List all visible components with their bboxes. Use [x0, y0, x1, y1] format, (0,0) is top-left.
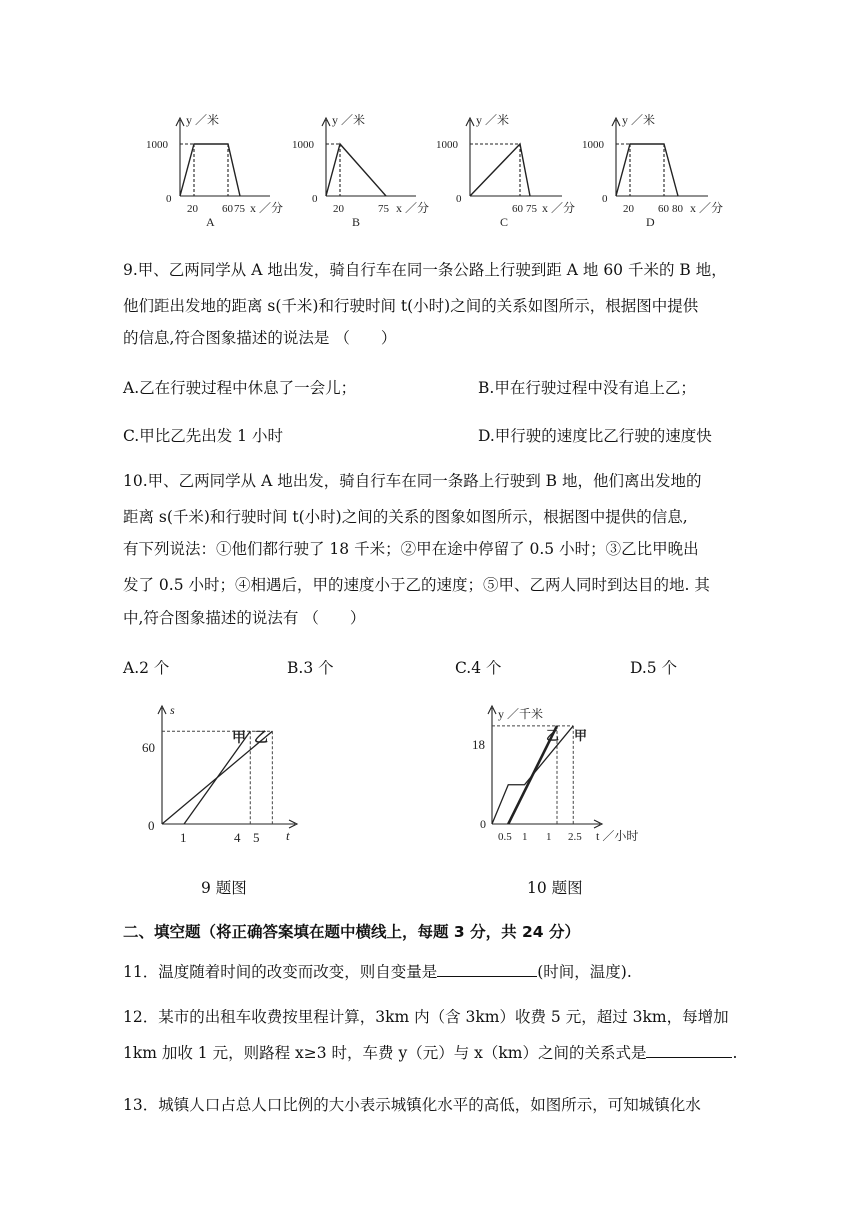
q10-option-c[interactable]: C.4 个 [455, 659, 502, 677]
q9-option-a[interactable]: A.乙在行驶过程中休息了一会儿； [123, 379, 357, 397]
graph-d-y-axis: y ／米 [622, 113, 656, 127]
q10-option-a[interactable]: A.2 个 [123, 659, 170, 677]
graph-b-origin: 0 [312, 193, 318, 205]
fig9-y-axis-label: s [170, 703, 175, 717]
graph-a-x-axis: x ／分 [250, 201, 284, 215]
section-2-title: 二、填空题（将正确答案填在题中横线上，每题 3 分，共 24 分） [123, 923, 580, 941]
fig9-x-tick-5: 5 [253, 830, 260, 845]
graph-a-tick-2: 60 [222, 203, 233, 215]
fig10-legend-yi: 乙 [546, 728, 560, 743]
graph-c-label: C [500, 215, 509, 229]
q9-option-b[interactable]: B.甲在行驶过程中没有追上乙； [478, 379, 696, 397]
graph-d-tick-2: 60 [658, 203, 669, 215]
fig9-caption: 9 题图 [201, 879, 247, 897]
fig10-x-tick-1b: 1 [546, 831, 552, 843]
graph-d-origin: 0 [602, 193, 608, 205]
fig10-y-value: 18 [472, 737, 485, 752]
graph-b-x-axis: x ／分 [396, 201, 430, 215]
graph-c-y-axis: y ／米 [476, 113, 510, 127]
q12-text-after: . [732, 1044, 738, 1062]
q10-line-2: 距离 s(千米)和行驶时间 t(小时)之间的关系的图象如图所示，根据图中提供的信息, [123, 508, 688, 526]
q11 [123, 957, 632, 988]
graph-d-x-axis: x ／分 [690, 201, 724, 215]
graph-c-y-value: 1000 [436, 139, 458, 151]
graph-a-y-axis: y ／米 [186, 113, 220, 127]
fig9-x-tick-1: 1 [180, 830, 187, 845]
graph-b [322, 118, 416, 196]
fig10-y-axis-label: y ／千米 [498, 707, 544, 721]
fig9-origin: 0 [148, 818, 155, 833]
q10-option-d[interactable]: D.5 个 [630, 659, 678, 677]
q10-line-5: 中,符合图象描述的说法有 （ ） [123, 609, 366, 627]
fig9-legend-yi: 乙 [254, 731, 268, 746]
fig10-caption: 10 题图 [527, 879, 583, 897]
graph-a-y-value: 1000 [146, 139, 168, 151]
q9-option-d[interactable]: D.甲行驶的速度比乙行驶的速度快 [478, 427, 712, 445]
fig10-legend-jia: 甲 [574, 728, 588, 743]
graph-d-tick-1: 20 [623, 203, 634, 215]
q12-line-1: 12．某市的出租车收费按里程计算，3km 内（含 3km）收费 5 元，超过 3km，每增加 [123, 1008, 729, 1026]
q10-option-b[interactable]: B.3 个 [287, 659, 334, 677]
graph-a-label: A [206, 215, 215, 229]
q9-line-2: 他们距出发地的距离 s(千米)和行驶时间 t(小时)之间的关系如图所示，根据图中提供 [123, 297, 699, 315]
fig10-x-axis-label: t ／小时 [596, 829, 639, 843]
graph-c-origin: 0 [456, 193, 462, 205]
fig10-origin: 0 [480, 817, 486, 831]
graph-b-tick-1: 20 [333, 203, 344, 215]
q10-line-3: 有下列说法：①他们都行驶了 18 千米；②甲在途中停留了 0.5 小时；③乙比甲晚出 [123, 540, 699, 558]
q11-text-before: 11．温度随着时间的改变而改变，则自变量是 [123, 963, 438, 981]
q12-text-before: 1km 加收 1 元，则路程 x≥3 时，车费 y（元）与 x（km）之间的关系式是 [123, 1044, 647, 1062]
graph-c-tick-1: 60 [512, 203, 523, 215]
graph-b-label: B [352, 215, 361, 229]
q9-line-3: 的信息,符合图象描述的说法是 （ ） [123, 329, 397, 347]
fig10-x-tick-1a: 1 [522, 831, 528, 843]
q11-text-after: (时间，温度). [537, 963, 632, 981]
q13-line-1: 13．城镇人口占总人口比例的大小表示城镇化水平的高低，如图所示，可知城镇化水 [123, 1096, 701, 1114]
q10-line-1: 10.甲、乙两同学从 A 地出发，骑自行车在同一条路上行驶到 B 地，他们离出发地的 [123, 472, 702, 490]
graph-a [176, 118, 270, 196]
graph-d [612, 118, 708, 196]
q12-line-2 [123, 1038, 737, 1069]
fig10-x-tick-0-5: 0.5 [498, 831, 512, 843]
q8-graphs [146, 108, 740, 229]
fig9-x-axis-label: t [286, 828, 290, 843]
q9-option-c[interactable]: C.甲比乙先出发 1 小时 [123, 427, 283, 445]
fig9-chart [140, 700, 310, 850]
fig9-y-value: 60 [142, 740, 155, 755]
graph-a-origin: 0 [166, 193, 172, 205]
q11-answer-blank[interactable] [437, 961, 537, 977]
graph-d-label: D [646, 215, 655, 229]
graph-c-x-axis: x ／分 [542, 201, 576, 215]
q9-line-1: 9.甲、乙两同学从 A 地出发，骑自行车在同一条公路上行驶到距 A 地 60 千米的 B 地， [123, 261, 727, 279]
fig10-chart [470, 700, 650, 850]
graph-c [466, 118, 562, 196]
graph-b-y-axis: y ／米 [332, 113, 366, 127]
graph-d-tick-3: 80 [672, 203, 683, 215]
fig10-x-tick-2-5: 2.5 [568, 831, 582, 843]
graph-c-tick-2: 75 [526, 203, 537, 215]
graph-a-tick-1: 20 [187, 203, 198, 215]
q12-answer-blank[interactable] [646, 1042, 732, 1058]
graph-d-y-value: 1000 [582, 139, 604, 151]
graph-b-tick-2: 75 [378, 203, 389, 215]
fig9-x-tick-4: 4 [234, 830, 241, 845]
graph-b-y-value: 1000 [292, 139, 314, 151]
q10-line-4: 发了 0.5 小时；④相遇后，甲的速度小于乙的速度；⑤甲、乙两人同时到达目的地. 其 [123, 576, 710, 594]
fig9-legend-jia: 甲 [232, 731, 246, 746]
graph-a-tick-3: 75 [234, 203, 245, 215]
